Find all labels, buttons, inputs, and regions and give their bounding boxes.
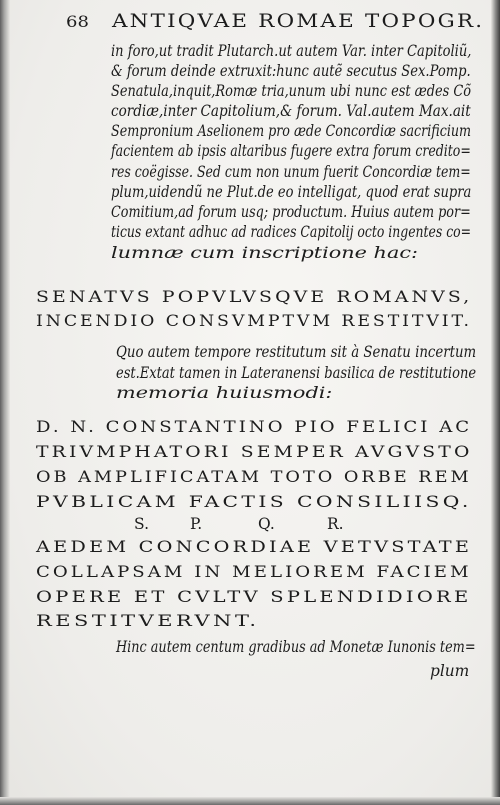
inscription-line: PVBLICAM FACTIS CONSILIISQ.	[36, 493, 472, 511]
inscription-line: COLLAPSAM IN MELIOREM FACIEM	[36, 563, 472, 581]
paragraph1-line: & forum deinde extruxit:hunc autẽ secutus Sex.Pomp.	[111, 62, 471, 80]
spqr-letter: S.	[134, 515, 149, 533]
paragraph1-line: facientem ab ipsis altaribus fugere extra forum credito=	[111, 142, 471, 160]
spqr-letter: R.	[327, 515, 344, 533]
paragraph1-line: ticus extant adhuc ad radices Capitolij octo ingentes co=	[111, 223, 472, 241]
inscription-line: INCENDIO CONSVMPTVM RESTITVIT.	[36, 312, 472, 330]
paragraph3-line: Hinc autem centum gradibus ad Monetæ Iunonis tem=	[116, 638, 476, 656]
inscription-line: SENATVS POPVLVSQVE ROMANVS,	[36, 288, 473, 306]
running-title: ANTIQVAE ROMAE TOPOGR.	[111, 10, 485, 32]
paragraph1-line: lumnæ cum inscriptione hac:	[111, 244, 418, 262]
paragraph1-line: Comitium,ad forum usq; productum. Huius autem por=	[111, 203, 471, 221]
paragraph2-line: est.Extat tamen in Lateranensi basilica de restitutione	[116, 364, 477, 382]
spqr-letter: P.	[190, 515, 203, 533]
page-edge-shadow-bottom	[0, 797, 500, 805]
paragraph2-line: Quo autem tempore restitutum sit à Senatu incertum	[116, 343, 477, 361]
paragraph2-line: memoria huiusmodi:	[116, 384, 333, 402]
inscription-line: RESTITVERVNT.	[36, 612, 260, 630]
inscription-line: OB AMPLIFICATAM TOTO ORBE REM	[36, 468, 472, 486]
inscription-line: OPERE ET CVLTV SPLENDIDIORE	[36, 588, 472, 606]
page-edge-shadow-left	[0, 0, 10, 805]
inscription-line: AEDEM CONCORDIAE VETVSTATE	[36, 538, 473, 556]
running-header	[66, 12, 484, 31]
spqr-letter: Q.	[258, 515, 275, 533]
page-number: 68	[66, 12, 89, 31]
inscription-line: TRIVMPHATORI SEMPER AVGVSTO	[36, 443, 473, 461]
inscription-line: D. N. CONSTANTINO PIO FELICI AC	[36, 418, 473, 436]
paragraph1-line: res coëgisse. Sed cum non unum fuerit Concordiæ tem=	[111, 163, 471, 181]
paragraph1-line: cordiæ,inter Capitolium,& forum. Val.autem Max.ait	[111, 102, 471, 120]
paragraph1-line: plum,uidendũ ne Plut.de eo intelligat, quod erat supra	[111, 183, 472, 201]
paragraph1-line: in foro,ut tradit Plutarch.ut autem Var. inter Capitoliũ,	[111, 42, 472, 60]
paragraph1-line: Senatula,inquit,Romæ tria,unum ubi nunc est ædes Cõ	[111, 82, 472, 100]
paragraph1-line: Sempronium Aselionem pro æde Concordiæ sacrificium	[111, 122, 472, 140]
page-edge-shadow-right	[491, 0, 500, 805]
paragraph3-line: plum	[430, 662, 470, 680]
